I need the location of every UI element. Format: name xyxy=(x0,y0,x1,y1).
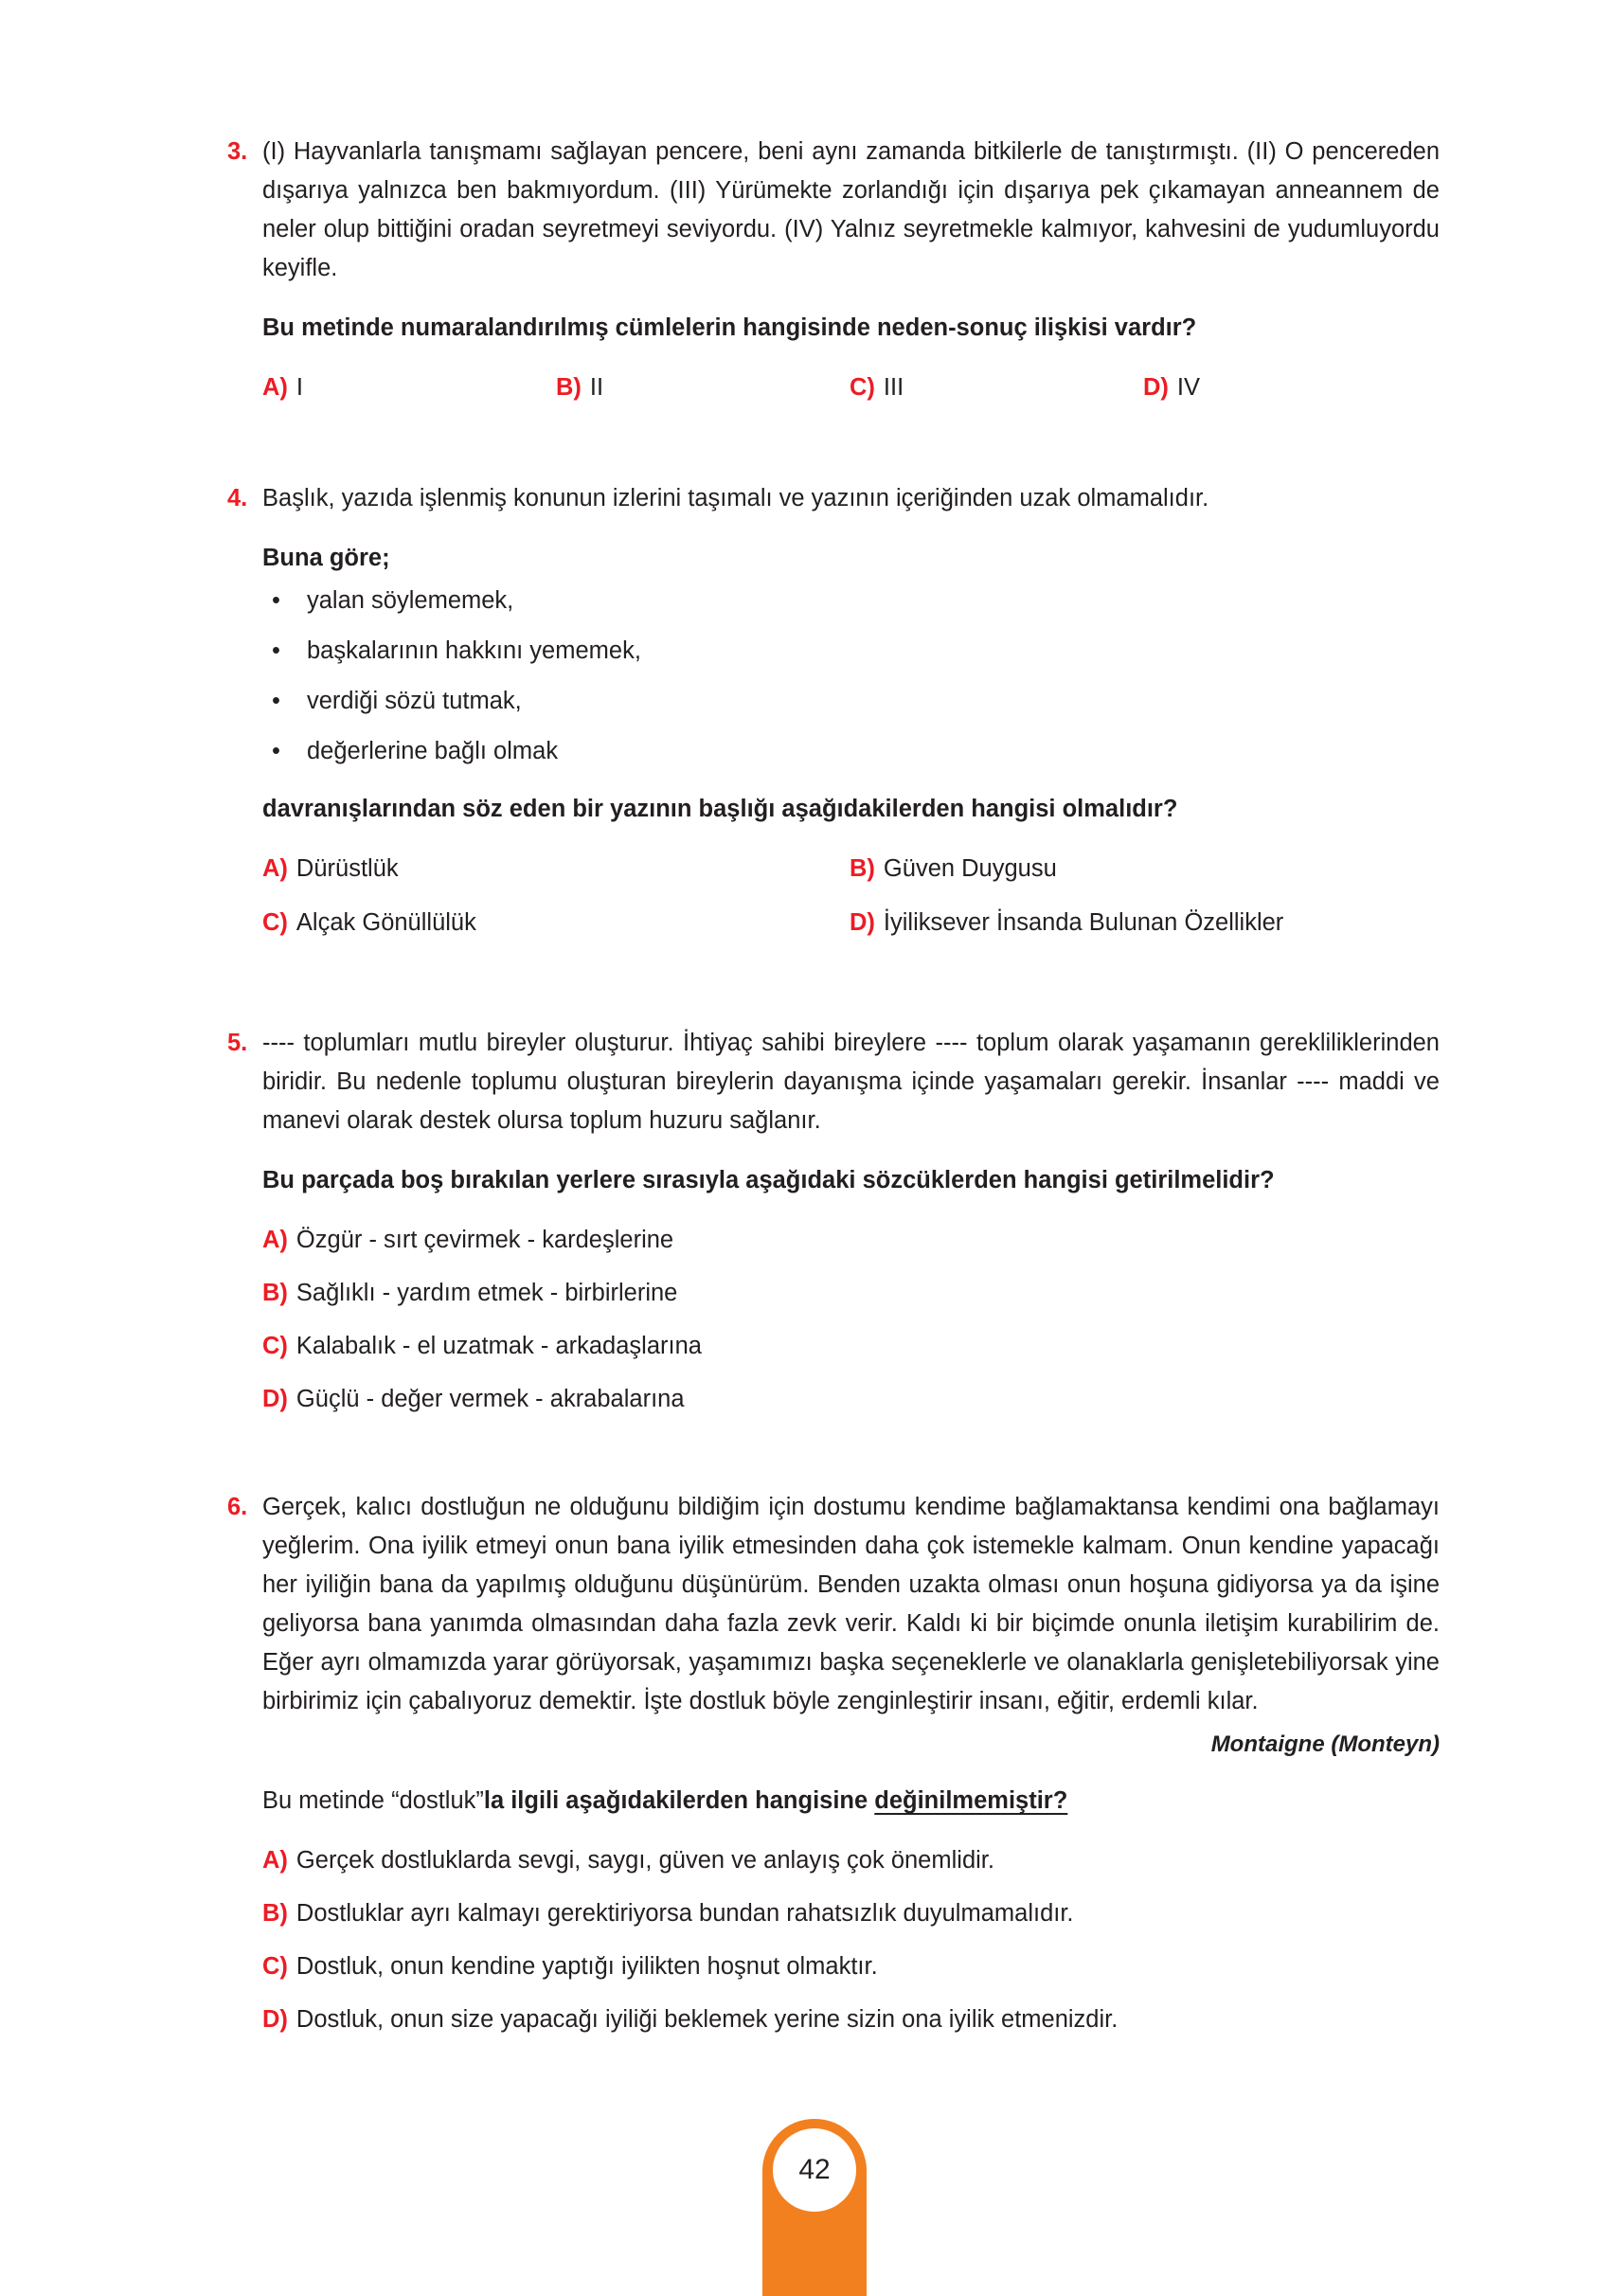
list-item-label: başkalarının hakkını yememek, xyxy=(307,637,641,664)
option-b[interactable] xyxy=(262,1894,1440,1933)
option-text: Alçak Gönüllülük xyxy=(295,909,476,936)
question-stem: davranışlarından söz eden bir yazının başlığı aşağıdakilerden hangisi olmalıdır? xyxy=(262,796,1178,822)
option-c[interactable] xyxy=(262,1327,1440,1366)
option-text: Dürüstlük xyxy=(295,855,399,882)
page-number: 42 xyxy=(773,2128,856,2212)
question-body xyxy=(262,479,1440,958)
answer-options xyxy=(262,368,1440,407)
option-c[interactable] xyxy=(850,368,1143,407)
question-4 xyxy=(227,479,1440,958)
question-passage: Gerçek, kalıcı dostluğun ne olduğunu bildiğim için dostumu kendime bağlamaktansa kendimi ona bağlamayı yeğlerim. Ona iyilik etmeyi onun bana iyilik etmesinden daha çok istemekle kalmam. Onun kendine yapacağı her iyiliğin bana da yapılmış olduğunu düşünürüm. Benden uzakta olması onun hoşuna gidiyorsa ya da işine geliyorsa bana yanımda olmasından daha fazla zevk verir. Kaldı ki bir biçimde onunla iletişim kurabilirim de. Eğer ayrı olmamızda yarar görüyorsak, yaşamımızı başka seçeneklerle ve olanaklarla genişletebiliyorsak yine birbirimiz için çabalıyoruz demektir. İşte dostluk böyle zenginleştirir insanı, eğitir, erdemli kılar. xyxy=(262,1494,1440,1714)
list-item-label: değerlerine bağlı olmak xyxy=(307,738,559,764)
question-number: 5. xyxy=(227,1030,248,1056)
question-5 xyxy=(227,1024,1440,1419)
option-b[interactable] xyxy=(850,850,1437,888)
option-letter: B) xyxy=(262,1900,288,1927)
question-stem xyxy=(262,1782,1440,1821)
option-text: II xyxy=(589,374,604,401)
option-text: I xyxy=(295,374,304,401)
stem-lead: Bu metinde xyxy=(262,1787,392,1814)
question-stem: Bu metinde numaralandırılmış cümlelerin hangisinde neden-sonuç ilişkisi vardır? xyxy=(262,314,1197,341)
list-item xyxy=(262,632,1440,671)
stem-underlined-term: değinilmemiştir? xyxy=(874,1787,1068,1814)
list-item-label: yalan söylememek, xyxy=(307,587,514,614)
option-letter: C) xyxy=(262,1333,288,1359)
option-letter: A) xyxy=(262,855,288,882)
question-passage: (I) Hayvanlarla tanışmamı sağlayan pencere, beni aynı zamanda bitkilerle de tanıştırmıştı. (II) O pencereden dışarıya yalnızca ben bakmıyordum. (III) Yürümekte zorlandığı için dışarıya pek çıkamayan anneannem de neler olup bittiğini oradan seyretmeyi seviyordu. (IV) Yalnız seyretmekle kalmıyor, kahvesini de yudumluyordu keyifle. xyxy=(262,138,1440,281)
option-c[interactable] xyxy=(262,1947,1440,1986)
page-number-tab xyxy=(762,2119,867,2296)
page-content xyxy=(227,133,1440,2054)
question-body xyxy=(262,133,1440,407)
answer-options xyxy=(262,1221,1440,1419)
stem-mid: la ilgili aşağıdakilerden hangisine xyxy=(483,1787,875,1814)
option-a[interactable] xyxy=(262,850,850,888)
option-text: Güçlü - değer vermek - akrabalarına xyxy=(295,1386,685,1412)
option-text: Gerçek dostluklarda sevgi, saygı, güven ve anlayış çok önemlidir. xyxy=(295,1847,994,1874)
option-text: Kalabalık - el uzatmak - arkadaşlarına xyxy=(295,1333,702,1359)
bullet-icon: • xyxy=(272,688,280,714)
bullet-list xyxy=(262,582,1440,771)
list-item xyxy=(262,732,1440,771)
option-text: Sağlıklı - yardım etmek - birbirlerine xyxy=(295,1280,678,1306)
question-spacer xyxy=(227,958,1440,1024)
option-d[interactable] xyxy=(850,904,1437,942)
question-number: 6. xyxy=(227,1494,248,1520)
option-d[interactable] xyxy=(262,1380,1440,1419)
bullet-icon: • xyxy=(272,738,280,764)
option-letter: A) xyxy=(262,1847,288,1874)
question-number: 4. xyxy=(227,485,248,511)
bullet-icon: • xyxy=(272,587,280,614)
option-letter: D) xyxy=(850,909,875,936)
option-letter: D) xyxy=(262,1386,288,1412)
option-c[interactable] xyxy=(262,904,850,942)
list-item-label: verdiği sözü tutmak, xyxy=(307,688,522,714)
answer-options xyxy=(262,850,1440,958)
bullet-icon: • xyxy=(272,637,280,664)
question-6 xyxy=(227,1488,1440,2039)
question-number: 3. xyxy=(227,138,248,165)
option-text: Dostluklar ayrı kalmayı gerektiriyorsa bundan rahatsızlık duyulmamalıdır. xyxy=(295,1900,1074,1927)
option-letter: B) xyxy=(262,1280,288,1306)
option-letter: A) xyxy=(262,374,288,401)
option-letter: C) xyxy=(262,1953,288,1980)
option-letter: C) xyxy=(850,374,875,401)
option-text: Dostluk, onun kendine yaptığı iyilikten hoşnut olmaktır. xyxy=(295,1953,878,1980)
option-b[interactable] xyxy=(556,368,850,407)
passage-attribution: Montaigne (Monteyn) xyxy=(1210,1731,1440,1757)
stem-quoted-term: “dostluk” xyxy=(391,1787,484,1814)
question-body xyxy=(262,1488,1440,2039)
option-letter: D) xyxy=(262,2006,288,2033)
option-d[interactable] xyxy=(1143,368,1437,407)
option-text: İyiliksever İnsanda Bulunan Özellikler xyxy=(883,909,1284,936)
option-text: Güven Duygusu xyxy=(883,855,1057,882)
question-spacer xyxy=(227,1433,1440,1488)
option-letter: A) xyxy=(262,1227,288,1253)
option-letter: B) xyxy=(556,374,582,401)
option-b[interactable] xyxy=(262,1274,1440,1313)
option-text: Özgür - sırt çevirmek - kardeşlerine xyxy=(295,1227,674,1253)
answer-options xyxy=(262,1841,1440,2039)
option-a[interactable] xyxy=(262,1841,1440,1880)
option-letter: B) xyxy=(850,855,875,882)
question-stem: Bu parçada boş bırakılan yerlere sırasıyla aşağıdaki sözcüklerden hangisi getirilmelidir? xyxy=(262,1167,1275,1193)
list-item xyxy=(262,582,1440,620)
option-a[interactable] xyxy=(262,1221,1440,1260)
list-item xyxy=(262,682,1440,721)
option-text: IV xyxy=(1176,374,1201,401)
question-body xyxy=(262,1024,1440,1419)
option-letter: D) xyxy=(1143,374,1169,401)
question-passage: Başlık, yazıda işlenmiş konunun izlerini taşımalı ve yazının içeriğinden uzak olmamalıdır. xyxy=(262,485,1209,511)
option-d[interactable] xyxy=(262,2000,1440,2039)
option-text: Dostluk, onun size yapacağı iyiliği beklemek yerine sizin ona iyilik etmenizdir. xyxy=(295,2006,1119,2033)
option-a[interactable] xyxy=(262,368,556,407)
question-3 xyxy=(227,133,1440,407)
question-passage: ---- toplumları mutlu bireyler oluşturur. İhtiyaç sahibi bireylere ---- toplum olarak yaşamanın gerekliliklerinden biridir. Bu nedenle toplumu oluşturan bireylerin dayanışma içinde yaşamaları gerekir. İnsanlar ---- maddi ve manevi olarak destek olursa toplum huzuru sağlanır. xyxy=(262,1030,1440,1134)
question-spacer xyxy=(227,407,1440,479)
option-letter: C) xyxy=(262,909,288,936)
option-text: III xyxy=(883,374,904,401)
question-subhead: Buna göre; xyxy=(262,545,390,571)
